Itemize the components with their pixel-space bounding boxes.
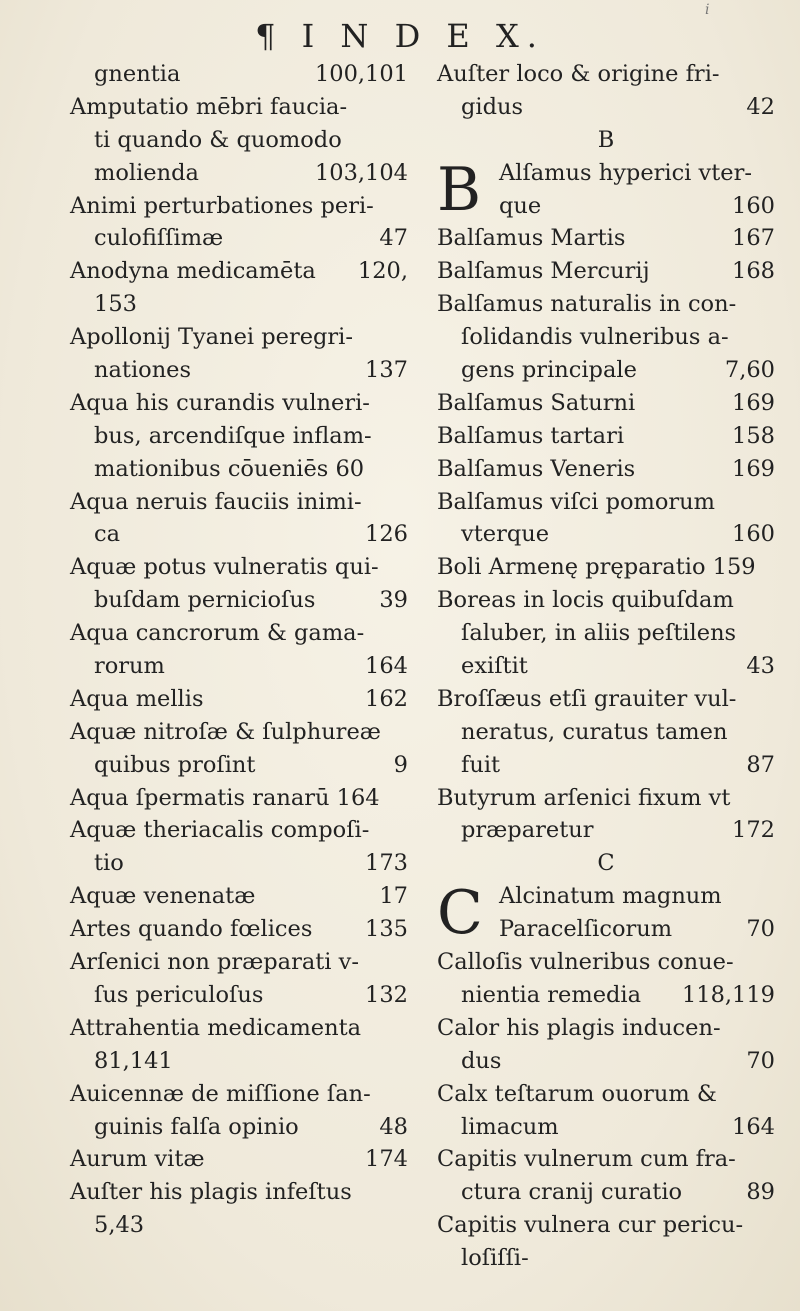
index-column-right [437, 58, 775, 1275]
entry-text: nationes [94, 357, 192, 384]
entry-text: 81,141 [94, 1047, 173, 1074]
entry-text: Capitis vulnerum cum fra- [437, 1146, 736, 1173]
index-entry-line [437, 58, 775, 91]
entry-text: neratus, curatus tamen [461, 718, 728, 745]
index-entry-line [70, 91, 408, 124]
index-entry-line [437, 1209, 775, 1242]
index-entry-line [437, 420, 775, 453]
entry-text: nientia remedia [461, 981, 642, 1008]
index-entry-line [70, 190, 408, 223]
entry-text: dus [461, 1047, 502, 1074]
entry-text: Aqua his curandis vulneri- [70, 389, 370, 416]
index-entry-line [70, 58, 408, 91]
entry-text: Balſamus Mercurij [437, 258, 650, 285]
index-entry-line [70, 847, 408, 880]
index-entry-line [437, 551, 775, 584]
entry-text: Artes quando fœlices [70, 916, 313, 943]
page-reference: 87 [746, 751, 775, 778]
page-reference: 173 [365, 850, 408, 877]
index-entry-line [70, 814, 408, 847]
page-reference: 120, [357, 258, 408, 285]
entry-text: Butyrum arſenici fixum vt [437, 784, 731, 811]
entry-text: vterque [461, 521, 550, 548]
index-entry-line [437, 847, 775, 880]
entry-text: Balſamus Veneris [437, 455, 636, 482]
entry-text: Balſamus tartari [437, 422, 625, 449]
entry-text: Alcinatum magnum [499, 883, 722, 910]
entry-text: gens principale [461, 357, 637, 384]
index-entry-line [437, 222, 775, 255]
entry-text: bus, arcendiſque inflam- [94, 422, 372, 449]
index-entry-line [70, 1045, 408, 1078]
index-entry-line [70, 157, 408, 190]
entry-text: Balſamus Saturni [437, 389, 636, 416]
page-reference: 9 [393, 751, 408, 778]
entry-text: Aqua cancrorum & gama- [70, 620, 365, 647]
index-entry-line [437, 1176, 775, 1209]
index-entry-line [437, 979, 775, 1012]
drop-capital: B [437, 154, 482, 225]
entry-text: præparetur [461, 817, 594, 844]
index-entry-line [70, 453, 408, 486]
entry-text: Paracelſicorum [499, 916, 673, 943]
index-entry-line [437, 453, 775, 486]
page-reference: 167 [732, 225, 775, 252]
index-entry-line [437, 91, 775, 124]
page-reference: 103,104 [314, 159, 408, 186]
index-entry-line [70, 255, 408, 288]
index-entry-line [70, 650, 408, 683]
index-entry-line [70, 551, 408, 584]
index-entry-line [70, 354, 408, 387]
index-entry-line [70, 880, 408, 913]
index-entry-line [70, 617, 408, 650]
entry-text: Attrahentia medicamenta [70, 1014, 362, 1041]
index-entry-line [437, 617, 775, 650]
index-entry-line [437, 1143, 775, 1176]
entry-text: Aqua neruis fauciis inimi- [70, 488, 362, 515]
index-column-left [70, 58, 408, 1242]
entry-text: Balſamus naturalis in con- [437, 291, 737, 318]
index-entry-line [437, 1045, 775, 1078]
index-entry-line [437, 716, 775, 749]
entry-text: buſdam pernicioſus [94, 587, 316, 614]
index-entry-line [70, 124, 408, 157]
page-reference: 47 [379, 225, 408, 252]
page-reference: 43 [746, 653, 775, 680]
index-entry-line [437, 683, 775, 716]
entry-text: Boli Armenę pręparatio 159 [437, 554, 756, 581]
entry-text: Broſſæus etſi grauiter vul- [437, 685, 737, 712]
entry-text: C [597, 850, 615, 877]
page-reference: 118,119 [681, 981, 775, 1008]
page-reference: 162 [365, 685, 408, 712]
entry-text: 153 [94, 291, 137, 318]
page-reference: 160 [732, 192, 775, 219]
index-entry-line [437, 650, 775, 683]
entry-text: Boreas in locis quibuſdam [437, 587, 734, 614]
running-head: ¶ I N D E X. [255, 17, 545, 55]
index-entry-line [70, 321, 408, 354]
index-entry-line [70, 1176, 408, 1209]
index-entry-line [437, 387, 775, 420]
entry-text: loſiſſi- [461, 1245, 529, 1272]
entry-text: Capitis vulnera cur pericu- [437, 1212, 744, 1239]
index-entry-line [70, 716, 408, 749]
corner-mark: i [705, 2, 710, 18]
entry-text: Aquæ nitroſæ & ſulphureæ [70, 718, 381, 745]
entry-text: Calor his plagis inducen- [437, 1014, 721, 1041]
entry-text: Aquæ theriacalis compoſi- [70, 817, 370, 844]
index-entry-line [437, 255, 775, 288]
page-reference: 135 [365, 916, 408, 943]
entry-text: Aurum vitæ [70, 1146, 205, 1173]
entry-text: Aqua ſpermatis ranarū 164 [70, 784, 380, 811]
index-entry-line [437, 1012, 775, 1045]
index-entry-line [70, 683, 408, 716]
entry-text: mationibus cōueniēs 60 [94, 455, 365, 482]
index-entry-line [70, 1012, 408, 1045]
entry-text: quibus proſint [94, 751, 256, 778]
entry-text: Calloſis vulneribus conue- [437, 949, 734, 976]
index-entry-line [70, 288, 408, 321]
index-entry-line [70, 420, 408, 453]
entry-text: fuit [461, 751, 501, 778]
entry-text: Apollonij Tyanei peregri- [70, 324, 353, 351]
entry-text: Arſenici non præparati v- [70, 949, 359, 976]
entry-text: Calx teſtarum ouorum & [437, 1080, 717, 1107]
index-entry-line [437, 584, 775, 617]
index-entry-line [437, 354, 775, 387]
entry-text: Aquæ potus vulneratis qui- [70, 554, 379, 581]
page-reference: 169 [732, 455, 775, 482]
entry-text: exiſtit [461, 653, 528, 680]
entry-text: Animi perturbationes peri- [70, 192, 374, 219]
page-reference: 7,60 [724, 357, 775, 384]
index-entry-line [437, 913, 775, 946]
page-reference: 172 [732, 817, 775, 844]
index-entry-line [70, 979, 408, 1012]
index-entry-line [70, 222, 408, 255]
index-entry-line [70, 1078, 408, 1111]
entry-text: Aqua mellis [70, 685, 204, 712]
entry-text: Auſter his plagis infeſtus [70, 1179, 352, 1206]
page-reference: 89 [746, 1179, 775, 1206]
page-reference: 174 [365, 1146, 408, 1173]
entry-text: ſolidandis vulneribus a- [461, 324, 729, 351]
index-entry-line [70, 518, 408, 551]
index-entry-line [437, 749, 775, 782]
page-reference: 126 [365, 521, 408, 548]
page-reference: 164 [732, 1113, 775, 1140]
index-entry-line [70, 387, 408, 420]
drop-capital: C [437, 878, 483, 949]
index-entry-line [437, 1111, 775, 1144]
page-reference: 100,101 [314, 61, 408, 87]
index-entry-line [437, 321, 775, 354]
entry-text: rorum [94, 653, 165, 680]
page-reference: 158 [732, 422, 775, 449]
page-reference: 70 [746, 1047, 775, 1074]
index-entry-line [437, 288, 775, 321]
entry-text: gidus [461, 93, 524, 120]
page-reference: 70 [746, 916, 775, 943]
index-entry-line [70, 1209, 408, 1242]
page-reference: 42 [746, 93, 775, 120]
page-reference: 132 [365, 981, 408, 1008]
page-reference: 137 [365, 357, 408, 384]
index-entry-line [437, 1242, 775, 1275]
entry-text: guinis falſa opinio [94, 1113, 299, 1140]
entry-text: molienda [94, 159, 199, 186]
index-entry-line [70, 946, 408, 979]
entry-text: ctura cranij curatio [461, 1179, 683, 1206]
entry-text: Balſamus viſci pomorum [437, 488, 716, 515]
entry-text: gnentia [94, 61, 181, 87]
index-entry-line [70, 584, 408, 617]
index-entry-line [437, 124, 775, 157]
index-entry-line [437, 190, 775, 223]
page-reference: 39 [379, 587, 408, 614]
index-entry-line [70, 782, 408, 815]
entry-text: ti quando & quomodo [94, 126, 342, 153]
entry-text: culofiſſimæ [94, 225, 224, 252]
index-entry-line [437, 814, 775, 847]
entry-text: Auſter loco & origine fri- [437, 61, 720, 87]
entry-text: ca [94, 521, 121, 548]
entry-text: ſus periculoſus [94, 981, 264, 1008]
index-entry-line [437, 518, 775, 551]
index-entry-line [437, 486, 775, 519]
entry-text: Anodyna medicamēta [70, 258, 316, 285]
entry-text: Auicennæ de miſſione ſan- [70, 1080, 371, 1107]
entry-text: 5,43 [94, 1212, 145, 1239]
index-entry-line [70, 913, 408, 946]
entry-text: Amputatio mēbri faucia- [70, 93, 348, 120]
entry-text: limacum [461, 1113, 559, 1140]
index-entry-line [70, 486, 408, 519]
entry-text: Balſamus Martis [437, 225, 626, 252]
page-reference: 169 [732, 389, 775, 416]
index-entry-line [70, 1143, 408, 1176]
index-entry-line [70, 749, 408, 782]
page-reference: 48 [379, 1113, 408, 1140]
entry-text: B [597, 126, 615, 153]
page-reference: 160 [732, 521, 775, 548]
entry-text: Alſamus hyperici vter- [499, 159, 752, 186]
index-entry-line [70, 1111, 408, 1144]
page-reference: 17 [379, 883, 408, 910]
entry-text: Aquæ venenatæ [70, 883, 256, 910]
index-entry-line [437, 946, 775, 979]
entry-text: tio [94, 850, 124, 877]
entry-text: que [499, 192, 542, 219]
page-reference: 168 [732, 258, 775, 285]
entry-text: ſaluber, in aliis peſtilens [461, 620, 737, 647]
page-reference: 164 [365, 653, 408, 680]
index-entry-line [437, 782, 775, 815]
index-entry-line [437, 1078, 775, 1111]
